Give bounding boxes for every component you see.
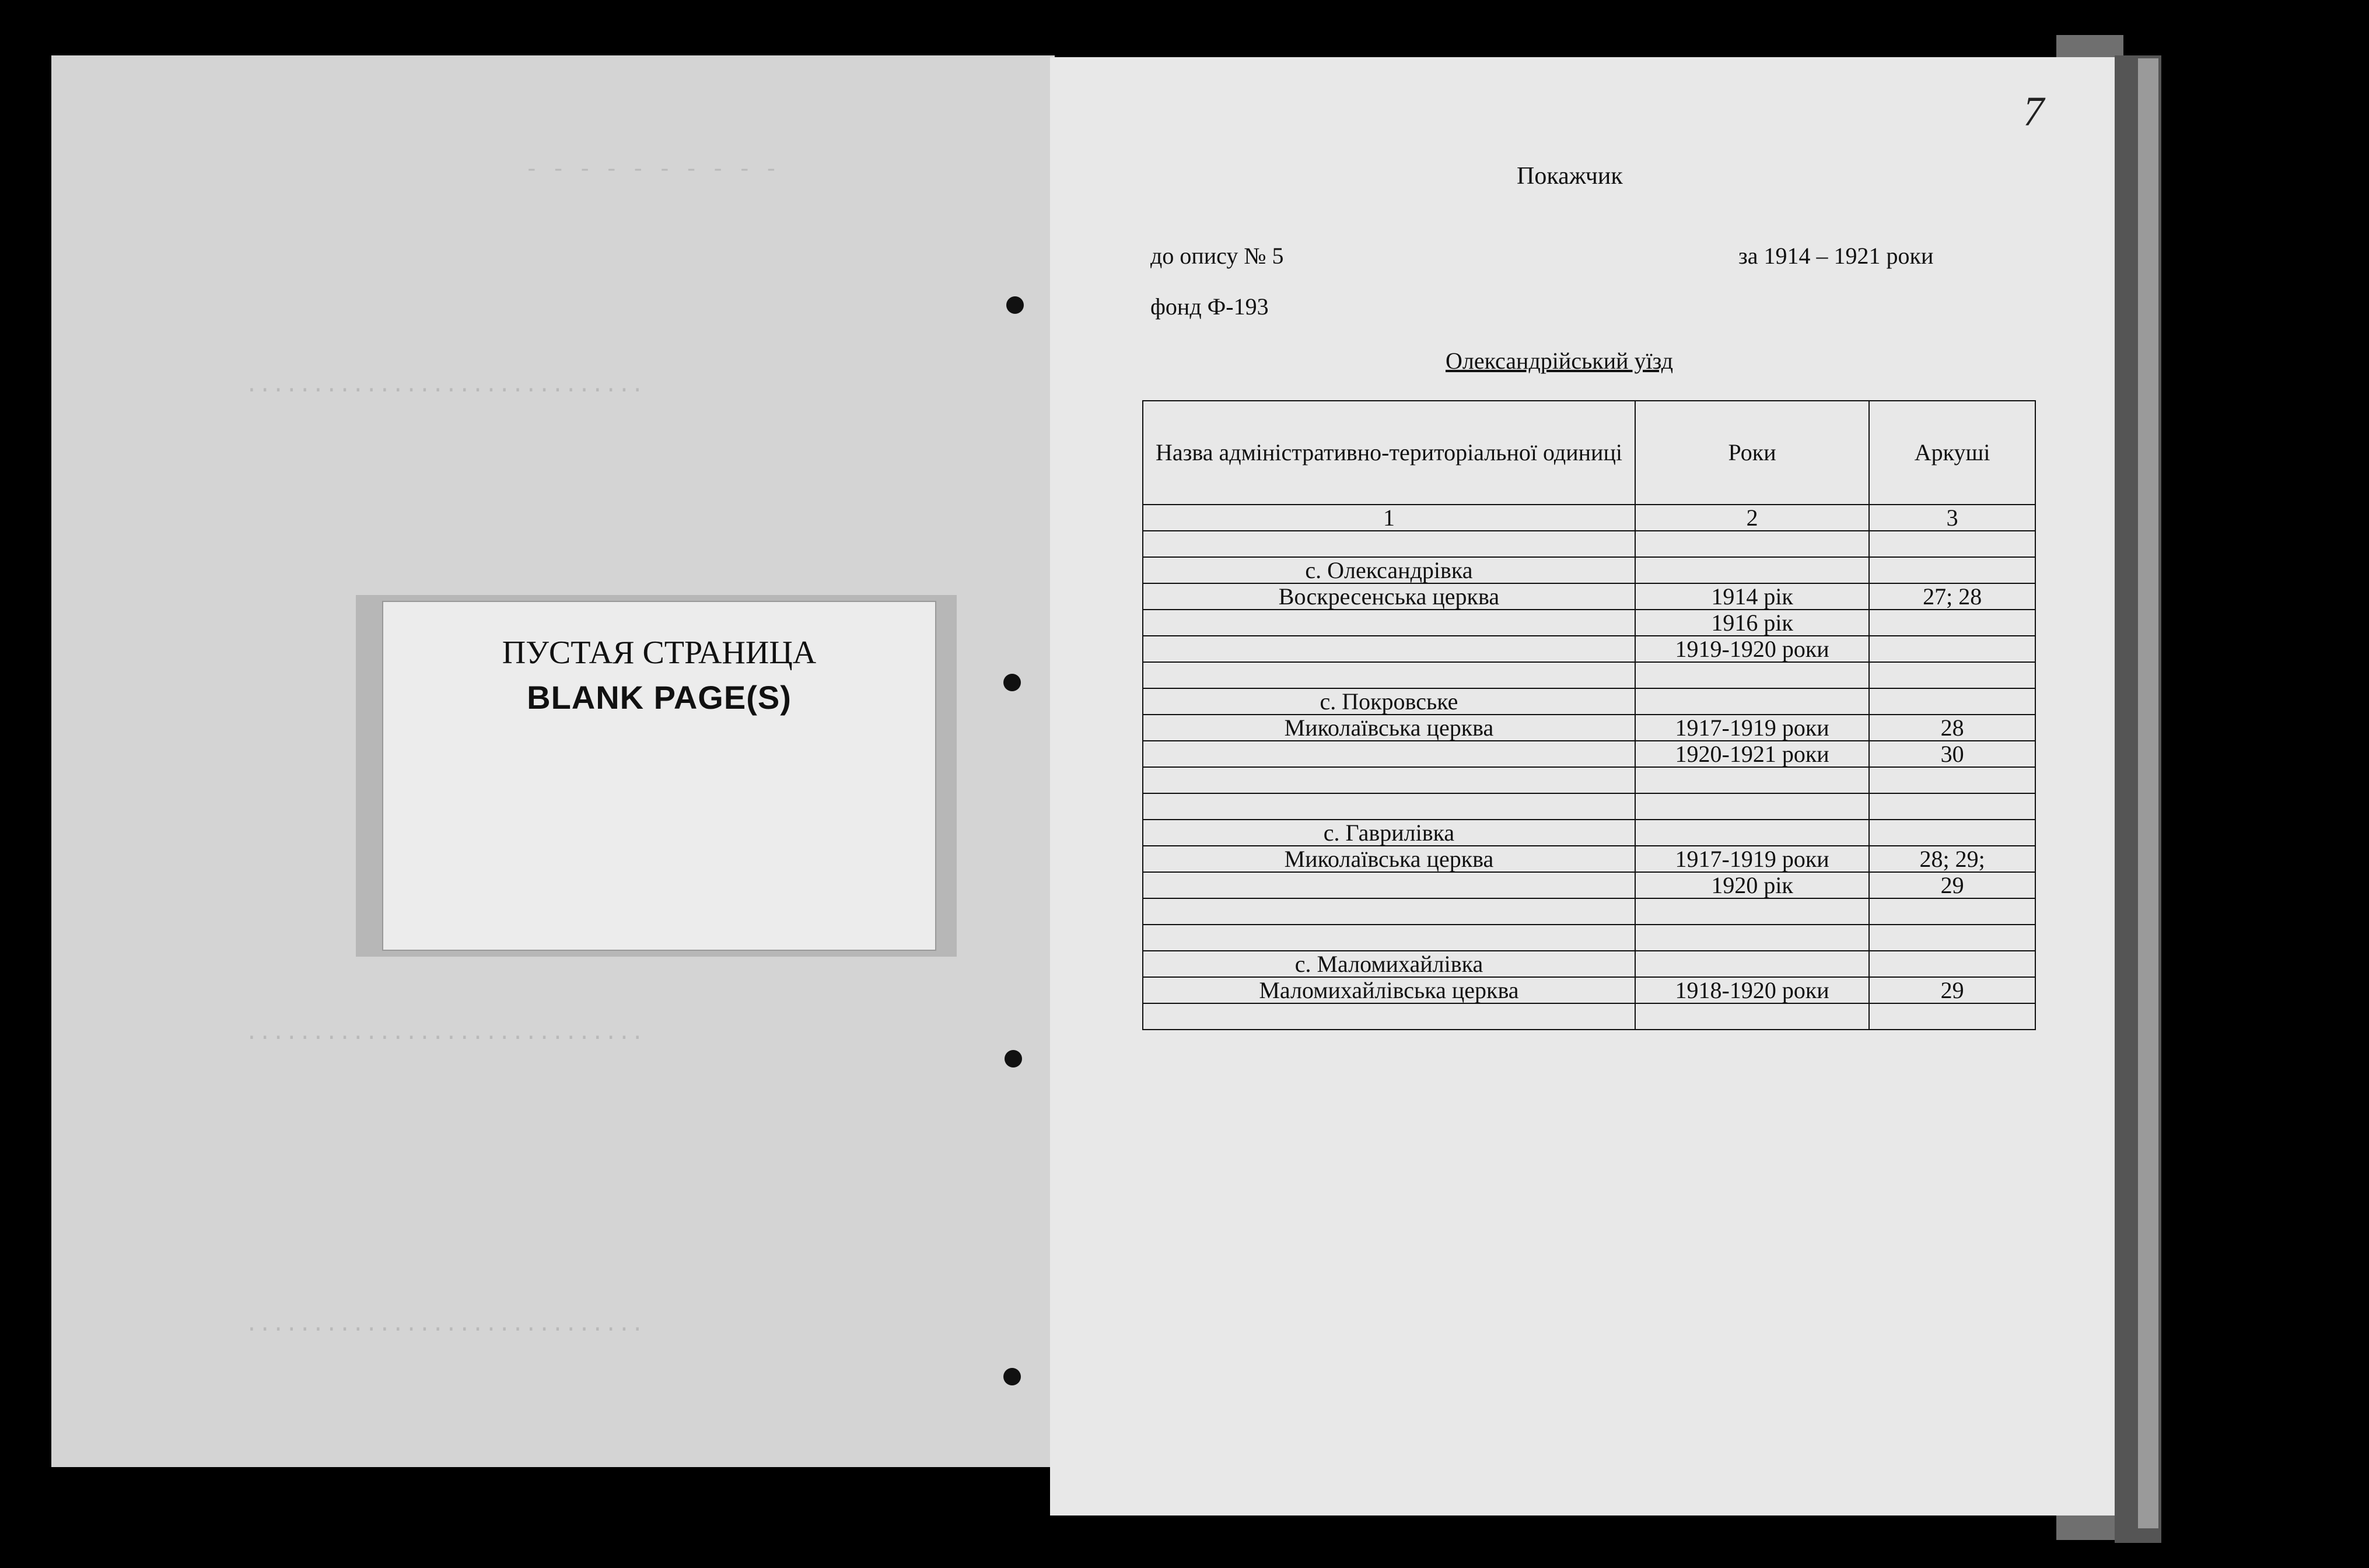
faded-bleed-through: .............................. xyxy=(245,1312,645,1338)
table-cell xyxy=(1869,610,2035,636)
table-cell xyxy=(1635,531,1869,557)
table-body xyxy=(1143,531,2035,1030)
table-cell xyxy=(1143,531,1635,557)
table-cell xyxy=(1869,925,2035,951)
page-edge-light xyxy=(2138,58,2158,1528)
blank-page-label-en: BLANK PAGE(S) xyxy=(527,679,792,716)
table-cell: 1919-1920 роки xyxy=(1635,636,1869,662)
table-cell: 27; 28 xyxy=(1869,583,2035,610)
index-table xyxy=(1142,400,2036,1030)
opys-number: до опису № 5 xyxy=(1150,243,1284,269)
table-cell xyxy=(1143,662,1635,688)
table-row xyxy=(1143,898,2035,925)
table-cell xyxy=(1143,767,1635,793)
table-cell xyxy=(1869,531,2035,557)
table-cell xyxy=(1635,925,1869,951)
table-row xyxy=(1143,925,2035,951)
table-cell xyxy=(1635,898,1869,925)
table-cell xyxy=(1143,925,1635,951)
table-cell: с. Олександрівка xyxy=(1143,557,1635,583)
table-cell xyxy=(1635,793,1869,820)
table-row xyxy=(1143,767,2035,793)
table-row xyxy=(1143,846,2035,872)
table-cell: 29 xyxy=(1869,977,2035,1003)
table-cell xyxy=(1635,767,1869,793)
table-cell: Воскресенська церква xyxy=(1143,583,1635,610)
fond-number: фонд Ф-193 xyxy=(1150,293,1269,320)
blank-page-label-ru: ПУСТАЯ СТРАНИЦА xyxy=(502,635,817,671)
header-cell: Роки xyxy=(1635,401,1869,505)
year-range: за 1914 – 1921 роки xyxy=(1738,243,1934,269)
table-cell xyxy=(1143,793,1635,820)
page-title: Покажчик xyxy=(1517,163,1623,190)
header-cell: Назва адміністративно-територіальної одиниці xyxy=(1143,401,1635,505)
table-cell xyxy=(1143,872,1635,898)
table-cell: 1917-1919 роки xyxy=(1635,846,1869,872)
table-cell: с. Покровське xyxy=(1143,688,1635,715)
table-cell xyxy=(1635,820,1869,846)
table-row xyxy=(1143,741,2035,767)
column-number: 2 xyxy=(1635,505,1869,531)
table-cell: 30 xyxy=(1869,741,2035,767)
table-row xyxy=(1143,662,2035,688)
table-header-row xyxy=(1143,401,2035,505)
table-cell: 28; 29; xyxy=(1869,846,2035,872)
table-row xyxy=(1143,1003,2035,1030)
table-cell xyxy=(1143,741,1635,767)
table-row xyxy=(1143,872,2035,898)
table-cell: 28 xyxy=(1869,715,2035,741)
table-cell xyxy=(1635,951,1869,977)
table-cell: 1918-1920 роки xyxy=(1635,977,1869,1003)
table-cell xyxy=(1143,1003,1635,1030)
table-cell xyxy=(1869,662,2035,688)
table-row xyxy=(1143,531,2035,557)
table-cell: 29 xyxy=(1869,872,2035,898)
punch-hole xyxy=(1006,296,1024,314)
column-number: 3 xyxy=(1869,505,2035,531)
table-row xyxy=(1143,977,2035,1003)
table-cell: Маломихайлівська церква xyxy=(1143,977,1635,1003)
table-row xyxy=(1143,793,2035,820)
table-cell: Миколаївська церква xyxy=(1143,715,1635,741)
table-row xyxy=(1143,715,2035,741)
table-cell xyxy=(1143,898,1635,925)
table-cell xyxy=(1869,557,2035,583)
table-cell xyxy=(1869,793,2035,820)
faded-bleed-through: - - - - - - - - - - xyxy=(525,158,778,183)
table-cell: 1917-1919 роки xyxy=(1635,715,1869,741)
folio-number: 7 xyxy=(2023,88,2044,135)
table-cell: 1916 рік xyxy=(1635,610,1869,636)
table-cell xyxy=(1143,636,1635,662)
table-row xyxy=(1143,610,2035,636)
table-row xyxy=(1143,820,2035,846)
table-cell: с. Маломихайлівка xyxy=(1143,951,1635,977)
table-cell xyxy=(1869,898,2035,925)
table-cell xyxy=(1869,1003,2035,1030)
table-cell: Миколаївська церква xyxy=(1143,846,1635,872)
punch-hole xyxy=(1003,1368,1021,1385)
table-cell xyxy=(1869,688,2035,715)
table-row xyxy=(1143,557,2035,583)
district-heading: Олександрійський уїзд xyxy=(1446,348,1674,374)
table-cell xyxy=(1635,1003,1869,1030)
table-row xyxy=(1143,636,2035,662)
punch-hole xyxy=(1005,1050,1022,1068)
table-cell xyxy=(1869,767,2035,793)
faded-bleed-through: .............................. xyxy=(245,1021,645,1046)
punch-hole xyxy=(1003,674,1021,691)
table-cell: 1920 рік xyxy=(1635,872,1869,898)
table-cell xyxy=(1869,951,2035,977)
column-number-row xyxy=(1143,505,2035,531)
table-row xyxy=(1143,951,2035,977)
table-cell: с. Гаврилівка xyxy=(1143,820,1635,846)
table-cell xyxy=(1635,688,1869,715)
table-row xyxy=(1143,583,2035,610)
table-cell xyxy=(1635,662,1869,688)
table-cell xyxy=(1869,820,2035,846)
faded-bleed-through: .............................. xyxy=(245,373,645,398)
table-cell xyxy=(1869,636,2035,662)
column-number: 1 xyxy=(1143,505,1635,531)
table-cell: 1920-1921 роки xyxy=(1635,741,1869,767)
header-cell: Аркуші xyxy=(1869,401,2035,505)
table-cell xyxy=(1635,557,1869,583)
table-cell: 1914 рік xyxy=(1635,583,1869,610)
table-cell xyxy=(1143,610,1635,636)
table-row xyxy=(1143,688,2035,715)
blank-page-label xyxy=(382,601,936,951)
